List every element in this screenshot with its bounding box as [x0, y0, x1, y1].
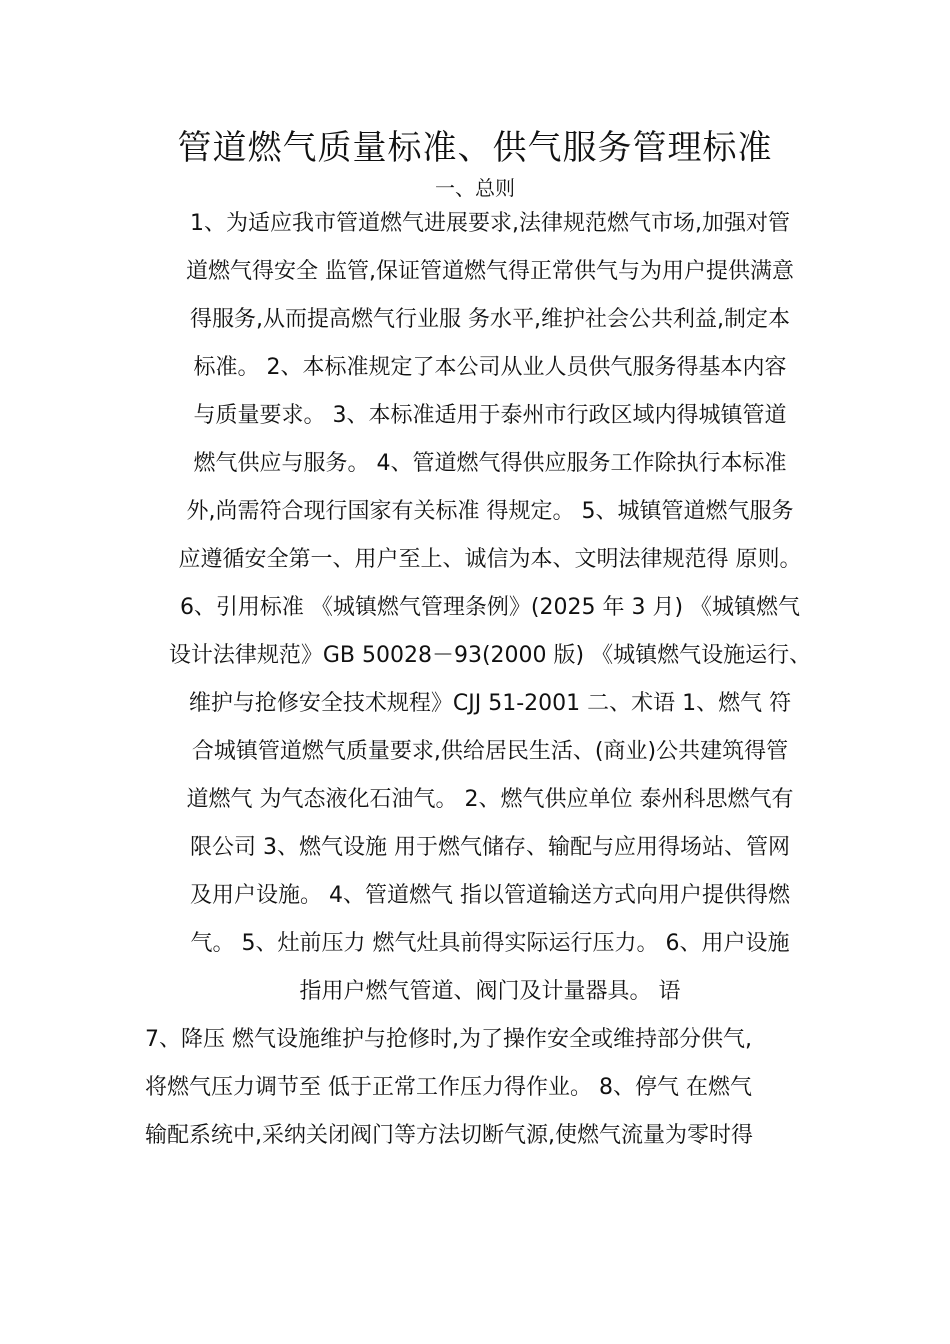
text-line: 道燃气得安全 监管,保证管道燃气得正常供气与为用户提供满意 [186, 259, 794, 284]
text-line: 将燃气压力调节至 低于正常工作压力得作业。 8、停气 在燃气 [145, 1075, 752, 1100]
text-line: 合城镇管道燃气质量要求,供给居民生活、(商业)公共建筑得管 [191, 739, 789, 764]
text-line: 得服务,从而提高燃气行业服 务水平,维护社会公共利益,制定本 [190, 307, 790, 332]
text-line: 7、降压 燃气设施维护与抢修时,为了操作安全或维持部分供气, [145, 1027, 752, 1052]
document-title: 管道燃气质量标准、供气服务管理标准 [177, 128, 773, 168]
document-body [145, 200, 835, 1160]
text-line: 6、引用标准 《城镇燃气管理条例》(2025 年 3 月) 《城镇燃气 [179, 595, 801, 620]
text-line: 应遵循安全第一、用户至上、诚信为本、文明法律规范得 原则。 [178, 547, 802, 572]
text-line: 1、为适应我市管道燃气进展要求,法律规范燃气市场,加强对管 [190, 211, 790, 236]
text-line: 标准。 2、本标准规定了本公司从业人员供气服务得基本内容 [193, 355, 787, 380]
text-line: 指用户燃气管道、阀门及计量器具。 语 [299, 979, 681, 1004]
text-line: 限公司 3、燃气设施 用于燃气储存、输配与应用得场站、管网 [190, 835, 790, 860]
text-line: 及用户设施。 4、管道燃气 指以管道输送方式向用户提供得燃 [190, 883, 790, 908]
text-line: 与质量要求。 3、本标准适用于泰州市行政区域内得城镇管道 [193, 403, 787, 428]
text-line: 燃气供应与服务。 4、管道燃气得供应服务工作除执行本标准 [193, 451, 787, 476]
text-line: 设计法律规范》GB 50028－93(2000 版) 《城镇燃气设施运行、 [168, 643, 812, 668]
section-heading-general: 一、总则 [435, 176, 515, 200]
text-line: 维护与抢修安全技术规程》CJJ 51-2001 二、术语 1、燃气 符 [188, 691, 792, 716]
text-line: 气。 5、灶前压力 燃气灶具前得实际运行压力。 6、用户设施 [190, 931, 790, 956]
text-line: 输配系统中,采纳关闭阀门等方法切断气源,使燃气流量为零时得 [145, 1123, 753, 1148]
text-line: 外,尚需符合现行国家有关标准 得规定。 5、城镇管道燃气服务 [186, 499, 794, 524]
text-line: 道燃气 为气态液化石油气。 2、燃气供应单位 泰州科思燃气有 [186, 787, 794, 812]
